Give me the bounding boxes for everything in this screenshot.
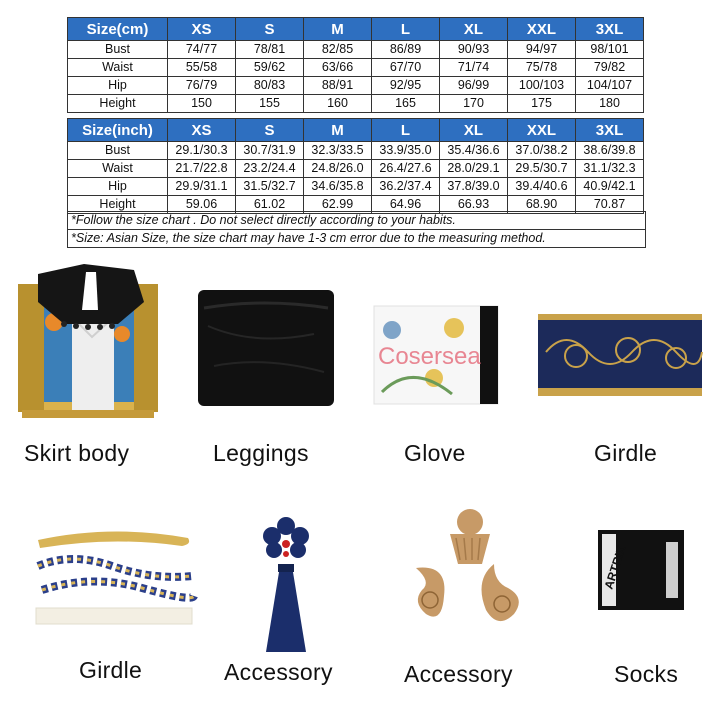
table-cell: 37.0/38.2 [508, 142, 576, 160]
table-cell: 160 [304, 95, 372, 113]
table-cell: 33.9/35.0 [372, 142, 440, 160]
header-cell: XL [440, 119, 508, 142]
table-cell: 23.2/24.4 [236, 160, 304, 178]
table-cell: 62.99 [304, 196, 372, 214]
row-label: Height [68, 95, 168, 113]
item-caption: Accessory [224, 659, 333, 685]
table-header-row [68, 119, 644, 142]
table-cell: 68.90 [508, 196, 576, 214]
row-label: Bust [68, 142, 168, 160]
table-cell: 165 [372, 95, 440, 113]
table-cell: 34.6/35.8 [304, 178, 372, 196]
table-cell: 71/74 [440, 59, 508, 77]
note-line: *Follow the size chart . Do not select directly according to your habits. [71, 213, 456, 227]
table-cell: 36.2/37.4 [372, 178, 440, 196]
table-cell: 66.93 [440, 196, 508, 214]
header-cell: M [304, 119, 372, 142]
sock-pack-text: ARTRIX [601, 544, 629, 591]
header-cell: XS [168, 18, 236, 41]
table-row [68, 77, 644, 95]
table-row [68, 160, 644, 178]
table-cell: 104/107 [576, 77, 644, 95]
table-row [68, 41, 644, 59]
table-cell: 55/58 [168, 59, 236, 77]
item-caption: Glove [404, 440, 466, 466]
glove-image [372, 302, 502, 413]
table-cell: 86/89 [372, 41, 440, 59]
table-cell: 29.5/30.7 [508, 160, 576, 178]
wooden-accessory-image [408, 506, 528, 641]
row-label: Hip [68, 178, 168, 196]
header-cell: 3XL [576, 18, 644, 41]
table-cell: 170 [440, 95, 508, 113]
leggings-image [194, 286, 338, 417]
note-line: *Size: Asian Size, the size chart may have 1-3 cm error due to the measuring method. [68, 229, 645, 247]
table-cell: 75/78 [508, 59, 576, 77]
table-cell: 39.4/40.6 [508, 178, 576, 196]
table-cell: 31.1/32.3 [576, 160, 644, 178]
table-cell: 92/95 [372, 77, 440, 95]
row-label: Waist [68, 59, 168, 77]
item-caption: Accessory [404, 661, 513, 687]
table-cell: 24.8/26.0 [304, 160, 372, 178]
size-notes [67, 211, 646, 248]
table-cell: 21.7/22.8 [168, 160, 236, 178]
socks-image [596, 528, 686, 617]
header-cell: Size(cm) [68, 18, 168, 41]
table-cell: 180 [576, 95, 644, 113]
table-cell: 70.87 [576, 196, 644, 214]
table-cell: 155 [236, 95, 304, 113]
table-cell: 74/77 [168, 41, 236, 59]
table-cell: 78/81 [236, 41, 304, 59]
table-cell: 61.02 [236, 196, 304, 214]
item-caption: Socks [614, 661, 679, 687]
item-caption: Skirt body [24, 440, 130, 466]
table-cell: 38.6/39.8 [576, 142, 644, 160]
table-cell: 150 [168, 95, 236, 113]
table-cell: 82/85 [304, 41, 372, 59]
header-cell: M [304, 18, 372, 41]
header-cell: Size(inch) [68, 119, 168, 142]
row-label: Bust [68, 41, 168, 59]
table-row [68, 59, 644, 77]
table-cell: 26.4/27.6 [372, 160, 440, 178]
header-cell: XS [168, 119, 236, 142]
skirt-body-image [14, 262, 164, 437]
header-cell: S [236, 119, 304, 142]
rope-girdle-image [32, 526, 202, 641]
table-cell: 88/91 [304, 77, 372, 95]
table-cell: 100/103 [508, 77, 576, 95]
table-cell: 67/70 [372, 59, 440, 77]
header-cell: 3XL [576, 119, 644, 142]
table-row [68, 142, 644, 160]
table-cell: 59.06 [168, 196, 236, 214]
header-cell: XXL [508, 119, 576, 142]
header-cell: L [372, 18, 440, 41]
row-label: Height [68, 196, 168, 214]
watermark-text: Cosersea [378, 343, 481, 370]
row-label: Waist [68, 160, 168, 178]
table-cell: 94/97 [508, 41, 576, 59]
table-header-row [68, 18, 644, 41]
table-cell: 59/62 [236, 59, 304, 77]
item-caption: Leggings [213, 440, 309, 466]
size-table-cm [67, 17, 644, 113]
table-cell: 96/99 [440, 77, 508, 95]
table-cell: 35.4/36.6 [440, 142, 508, 160]
table-cell: 63/66 [304, 59, 372, 77]
table-cell: 32.3/33.5 [304, 142, 372, 160]
table-cell: 28.0/29.1 [440, 160, 508, 178]
table-cell: 40.9/42.1 [576, 178, 644, 196]
table-row [68, 178, 644, 196]
row-label: Hip [68, 77, 168, 95]
header-cell: XL [440, 18, 508, 41]
header-cell: L [372, 119, 440, 142]
tassel-accessory-image [244, 510, 328, 665]
table-cell: 98/101 [576, 41, 644, 59]
table-cell: 64.96 [372, 196, 440, 214]
table-cell: 80/83 [236, 77, 304, 95]
girdle-image [536, 312, 706, 405]
size-table-inch [67, 118, 644, 214]
item-caption: Girdle [79, 657, 143, 683]
table-cell: 30.7/31.9 [236, 142, 304, 160]
table-cell: 29.1/30.3 [168, 142, 236, 160]
header-cell: XXL [508, 18, 576, 41]
table-cell: 76/79 [168, 77, 236, 95]
table-cell: 29.9/31.1 [168, 178, 236, 196]
item-caption: Girdle [594, 440, 658, 466]
table-cell: 90/93 [440, 41, 508, 59]
table-cell: 79/82 [576, 59, 644, 77]
table-row [68, 95, 644, 113]
table-cell: 31.5/32.7 [236, 178, 304, 196]
header-cell: S [236, 18, 304, 41]
table-cell: 37.8/39.0 [440, 178, 508, 196]
table-cell: 175 [508, 95, 576, 113]
